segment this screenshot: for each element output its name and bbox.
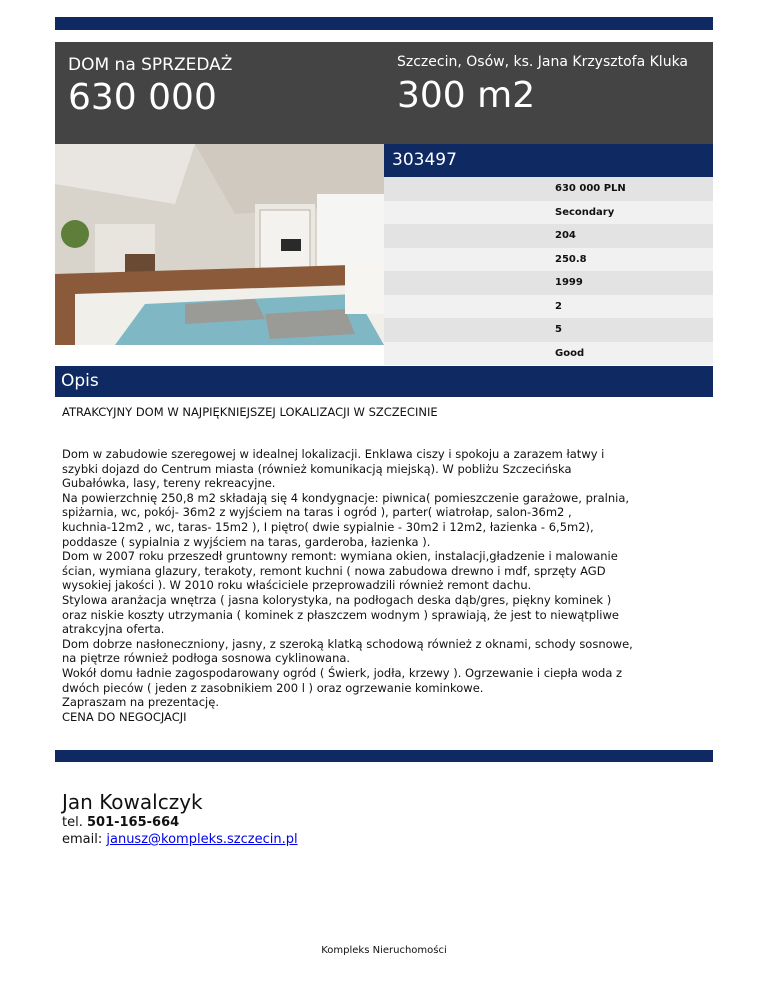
header-right (397, 54, 697, 116)
listing-header (55, 42, 713, 144)
top-bar (55, 17, 713, 30)
interior-photo-icon (55, 144, 384, 345)
detail-row (384, 295, 713, 319)
details-table (384, 177, 713, 365)
detail-row (384, 248, 713, 272)
detail-row (384, 318, 713, 342)
detail-value: 630 000 PLN (555, 183, 626, 194)
agent-email-line (62, 831, 298, 848)
listing-id: 303497 (392, 150, 457, 170)
footer-company: Kompleks Nieruchomości (321, 945, 447, 956)
bottom-bar (55, 750, 713, 762)
agent-name: Jan Kowalczyk (62, 790, 203, 814)
agent-contact (62, 790, 298, 848)
phone-label: tel. (62, 815, 83, 830)
email-link[interactable]: janusz@kompleks.szczecin.pl (106, 832, 298, 847)
listing-id-bar (384, 144, 713, 177)
property-type: DOM na SPRZEDAŻ (68, 55, 233, 75)
header-left (68, 54, 232, 118)
property-price: 630 000 (68, 77, 217, 118)
detail-value: 204 (555, 230, 576, 241)
detail-row (384, 271, 713, 295)
email-label: email: (62, 832, 103, 847)
detail-row (384, 177, 713, 201)
detail-value: 5 (555, 324, 562, 335)
detail-value: Secondary (555, 206, 615, 218)
detail-value: Good (555, 347, 585, 359)
detail-value: 250.8 (555, 253, 587, 265)
property-photo (55, 144, 384, 345)
description-body: Dom w zabudowie szeregowej w idealnej lokalizacji. Enklawa ciszy i spokoju a zarazem łatwy i szybki dojazd do Centrum miasta (również komunikacją miejską). W pobliżu Szczecińska Gubałówka, lasy, tereny rekreacyjne. Na powierzchnię 250,8 m2 składają się 4 kondygnacje: piwnica( pomieszczenie garażowe, pralnia, spiżarnia, wc, pokój- 36m2 z wyjściem na taras i ogród ), parter( wiatrołap, salon-36m2 , kuchnia-12m2 , wc, taras- 15m2 ), I piętro( dwie sypialnie - 30m2 i 12m2, łazienka - 6,5m2), poddasze ( sypialnia z wyjściem na taras, garderoba, łazienka ). Dom w 2007 roku przeszedł gruntowny remont: wymiana okien, instalacji,gładzenie i malowanie ścian, wymiana glazury, terakoty, remont kuchni ( nowa zabudowa drewno i mdf, sprzęty AGD wysokiej jakości ). W 2010 roku właściciele przeprowadzili również remont dachu. Stylowa aranżacja wnętrza ( jasna kolorystyka, na podłogach deska dąb/gres, piękny kominek ) oraz niskie koszty utrzymania ( kominek z płaszczem wodnym ) sprawiają, że jest to niewątpliwe atrakcyjna oferta. Dom dobrze nasłoneczniony, jasny, z szeroką klatką schodową również z oknami, schody sosnowe, na piętrze również podłoga sosnowa cyklinowana. Wokół domu ładnie zagospodarowany ogród ( Świerk, jodła, krzewy ). Ogrzewanie i ciepła woda z dwóch pieców ( jeden z zasobnikiem 200 l ) oraz ogrzewanie kominkowe. Zapraszam na prezentację. CENA DO NEGOCJACJI (62, 447, 633, 724)
property-location: Szczecin, Osów, ks. Jana Krzysztofa Kluka (397, 54, 689, 70)
detail-row (384, 201, 713, 225)
detail-row (384, 342, 713, 366)
agent-phone-line (62, 814, 298, 831)
description-header (55, 366, 713, 397)
phone-number: 501-165-664 (86, 815, 180, 830)
description-title: ATRAKCYJNY DOM W NAJPIĘKNIEJSZEJ LOKALIZACJI W SZCZECINIE (62, 405, 438, 419)
detail-value: 1999 (555, 277, 583, 288)
property-area: 300 m2 (397, 75, 536, 116)
description-heading: Opis (61, 371, 99, 391)
detail-value: 2 (555, 300, 562, 312)
detail-row (384, 224, 713, 248)
